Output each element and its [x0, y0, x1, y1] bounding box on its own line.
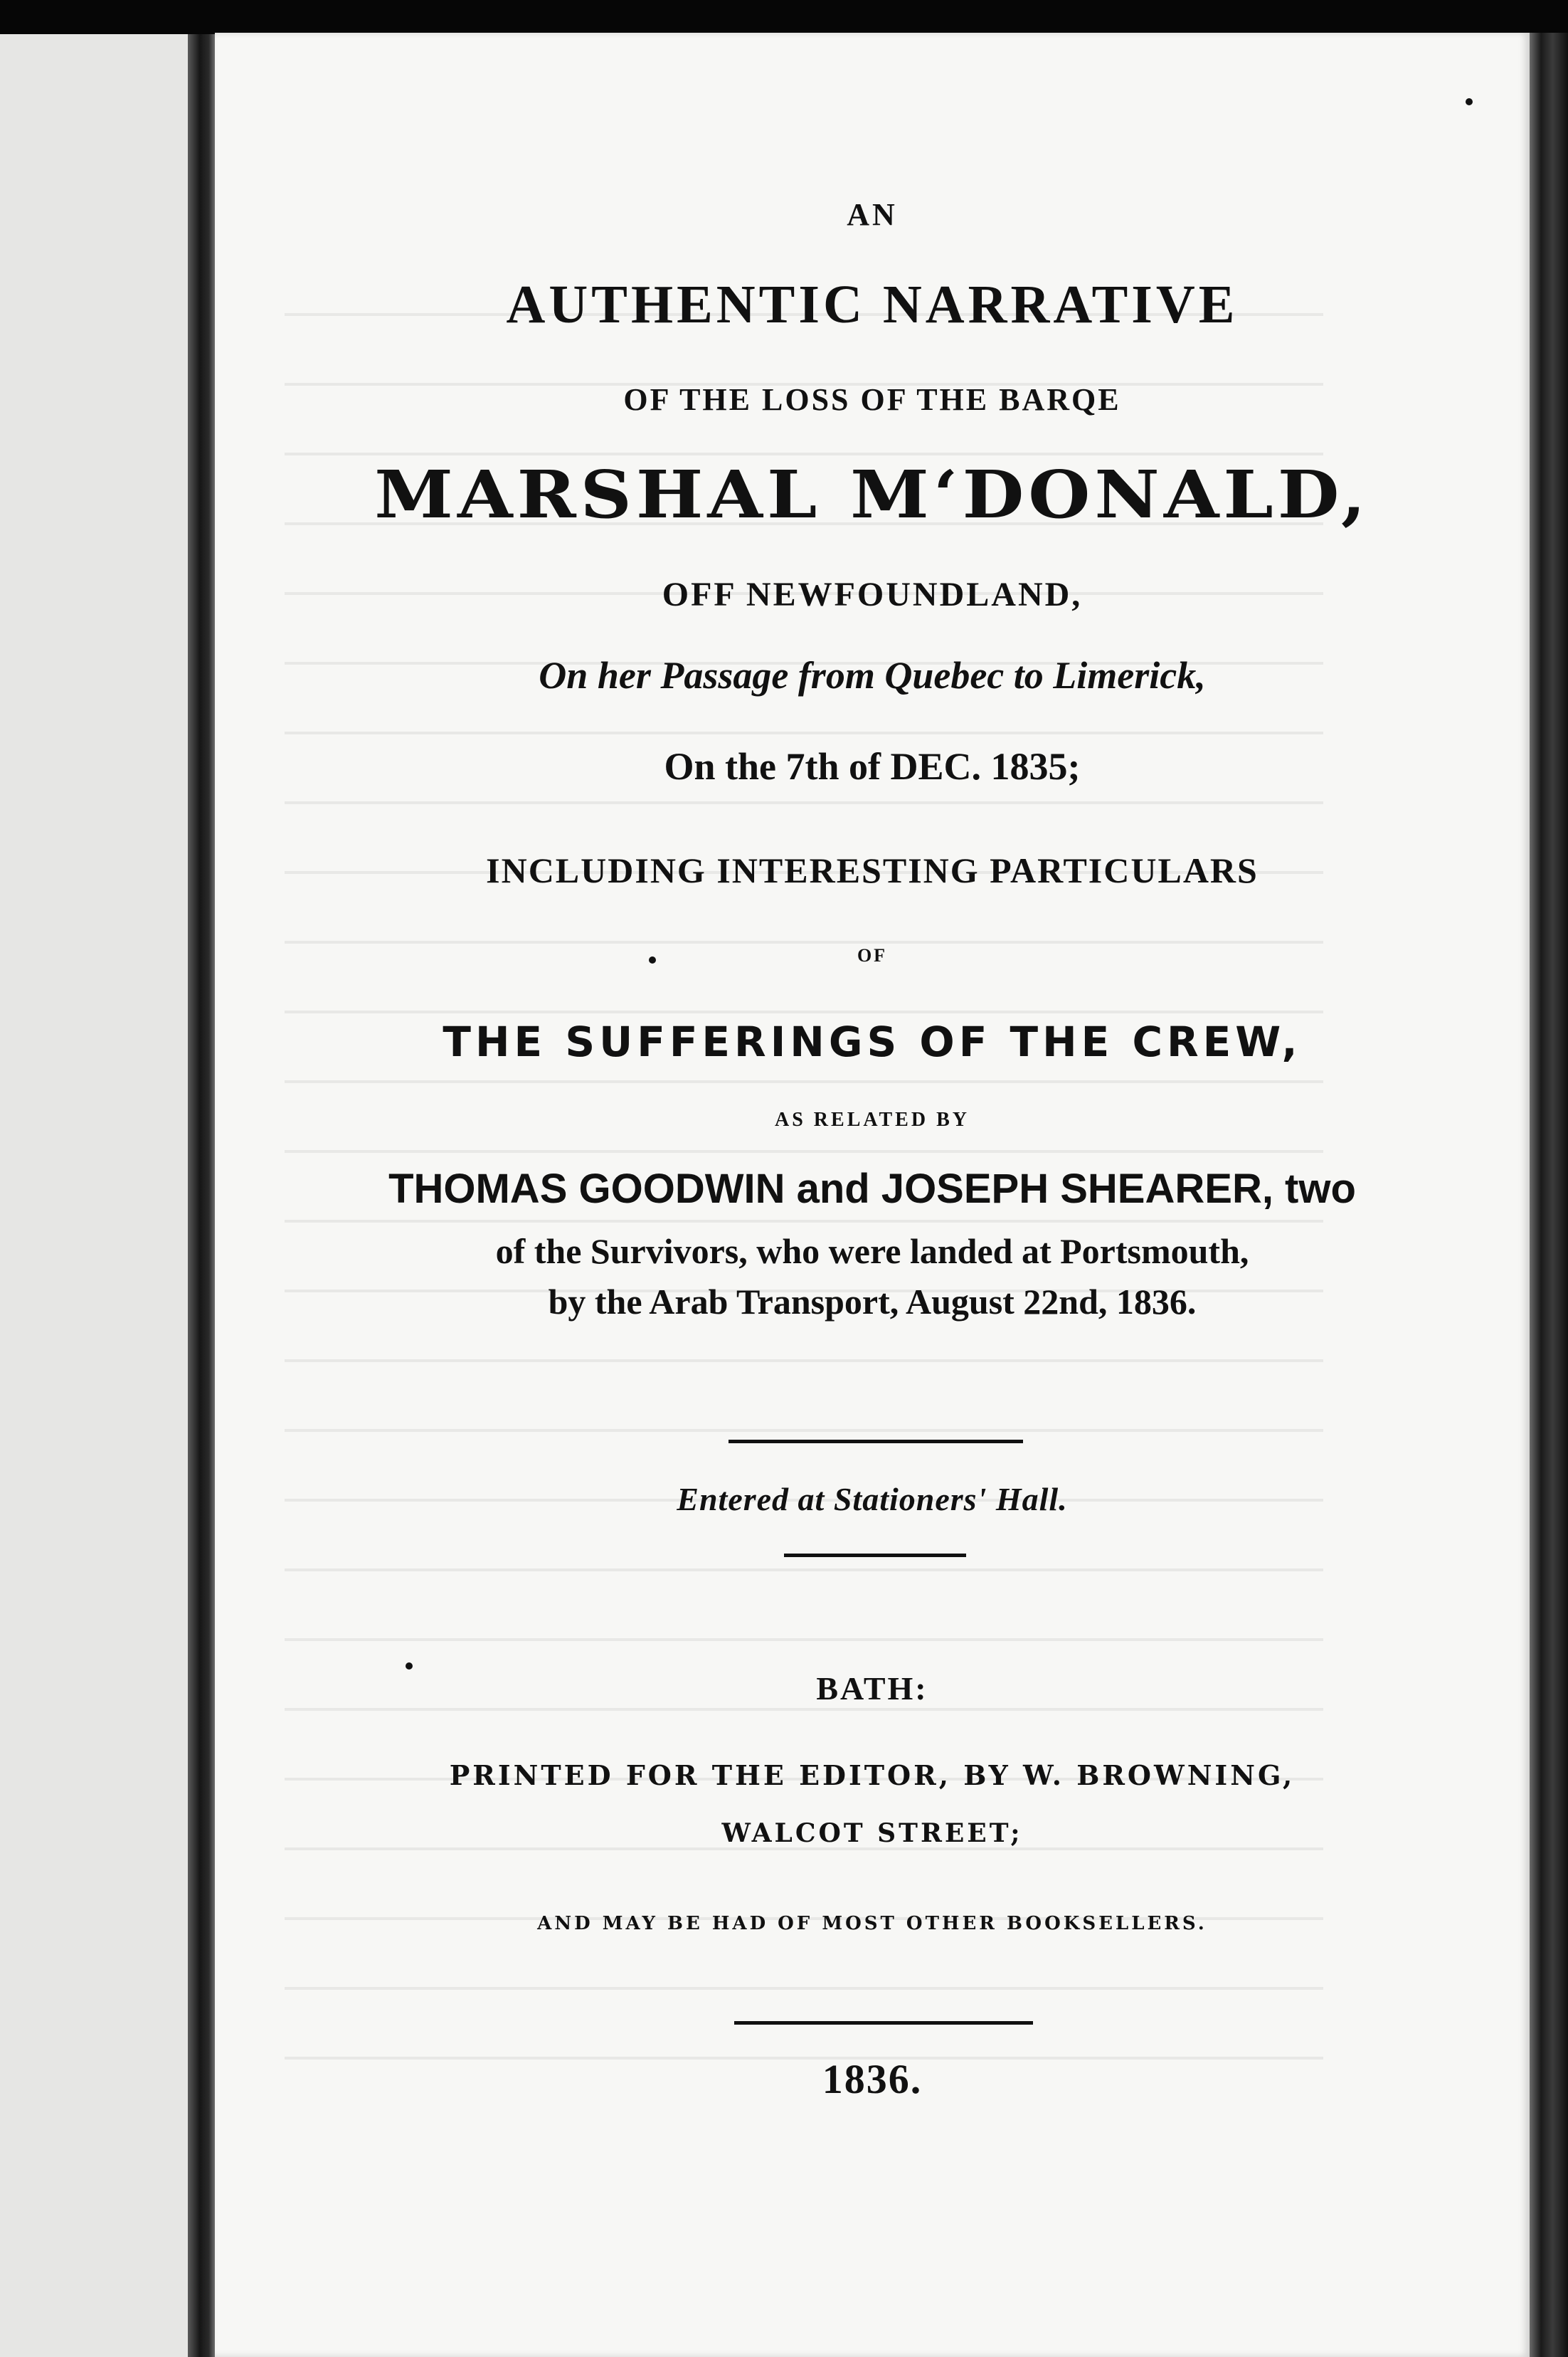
street-line: WALCOT STREET; [721, 1818, 1023, 1848]
divider-rule [729, 1440, 1023, 1443]
title-page-content [215, 0, 1530, 2357]
publication-year: 1836. [822, 2056, 923, 2102]
divider-rule [784, 1554, 966, 1557]
page-edge-shadow [1530, 33, 1568, 2357]
entered-stationers-hall: Entered at Stationers' Hall. [677, 1481, 1068, 1517]
book-gutter [188, 34, 218, 2357]
ship-name-heading: MARSHAL M‘DONALD, [374, 455, 1370, 534]
narrators-line: THOMAS GOODWIN and JOSEPH SHEARER, two [388, 1166, 1356, 1212]
heading-authentic-narrative: AUTHENTIC NARRATIVE [506, 275, 1239, 334]
ink-speck [406, 1662, 413, 1670]
imprint-place: BATH: [816, 1670, 928, 1707]
booksellers-line: AND MAY BE HAD OF MOST OTHER BOOKSELLERS. [537, 1913, 1207, 1934]
printer-line: PRINTED FOR THE EDITOR, BY W. BROWNING, [449, 1759, 1296, 1791]
facing-page-edge [0, 34, 201, 2357]
as-related-by-line: AS RELATED BY [775, 1109, 970, 1131]
sufferings-heading: THE SUFFERINGS OF THE CREW, [443, 1018, 1302, 1066]
survivors-line: of the Survivors, who were landed at Portsmouth, [495, 1231, 1249, 1271]
heading-an: AN [847, 197, 898, 232]
divider-rule [734, 2021, 1033, 2025]
subheading-loss-of-barque: OF THE LOSS OF THE BARQE [623, 382, 1121, 417]
ink-speck [1466, 98, 1473, 105]
including-line: INCLUDING INTERESTING PARTICULARS [486, 850, 1259, 890]
passage-line: On her Passage from Quebec to Limerick, [539, 654, 1206, 697]
of-line: OF [857, 945, 888, 966]
ink-speck [649, 956, 656, 964]
transport-line: by the Arab Transport, August 22nd, 1836. [548, 1282, 1197, 1322]
location-line: OFF NEWFOUNDLAND, [662, 576, 1083, 613]
date-line: On the 7th of DEC. 1835; [664, 745, 1081, 788]
